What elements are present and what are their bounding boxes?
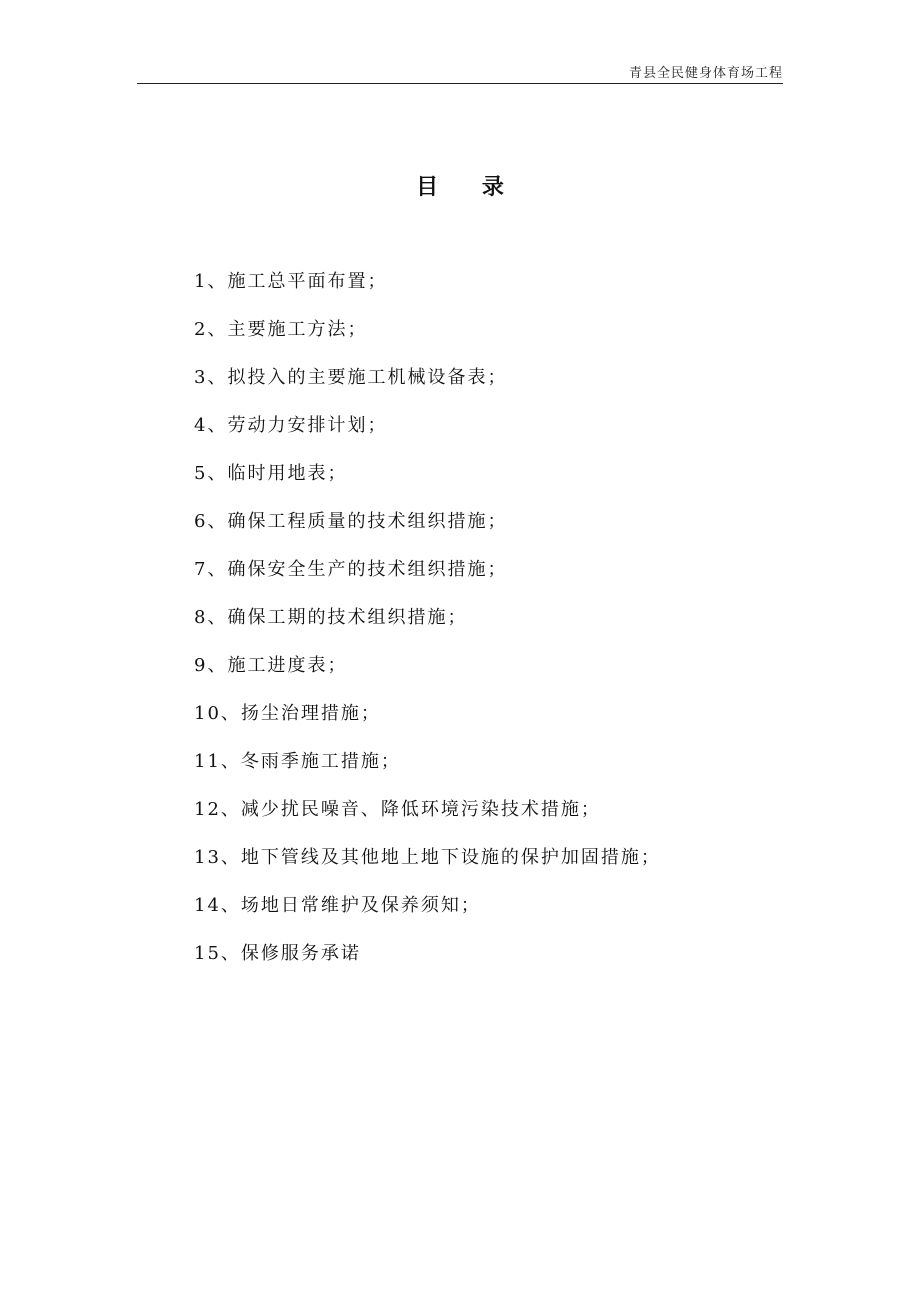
- header-divider: [137, 83, 783, 84]
- toc-item-14: 14、场地日常维护及保养须知；: [194, 895, 481, 916]
- toc-item-11: 11、冬雨季施工措施；: [194, 751, 401, 772]
- toc-list: [194, 268, 661, 988]
- toc-item-9: 9、施工进度表；: [194, 655, 348, 676]
- toc-title: 目 录: [416, 174, 522, 200]
- page-header: [137, 62, 783, 84]
- toc-item-7: 7、确保安全生产的技术组织措施；: [194, 559, 508, 580]
- toc-item-4: 4、劳动力安排计划；: [194, 415, 388, 436]
- toc-item-15: 15、保修服务承诺: [194, 943, 361, 964]
- toc-item-3: 3、拟投入的主要施工机械设备表；: [194, 367, 508, 388]
- toc-item-12: 12、减少扰民噪音、降低环境污染技术措施；: [194, 799, 601, 820]
- toc-item-1: 1、施工总平面布置；: [194, 271, 388, 292]
- toc-item-5: 5、临时用地表；: [194, 463, 348, 484]
- toc-item-10: 10、扬尘治理措施；: [194, 703, 381, 724]
- toc-item-13: 13、地下管线及其他地上地下设施的保护加固措施；: [194, 847, 661, 868]
- toc-item-6: 6、确保工程质量的技术组织措施；: [194, 511, 508, 532]
- header-project-title: 青县全民健身体育场工程: [628, 66, 783, 81]
- toc-item-2: 2、主要施工方法；: [194, 319, 368, 340]
- toc-item-8: 8、确保工期的技术组织措施；: [194, 607, 468, 628]
